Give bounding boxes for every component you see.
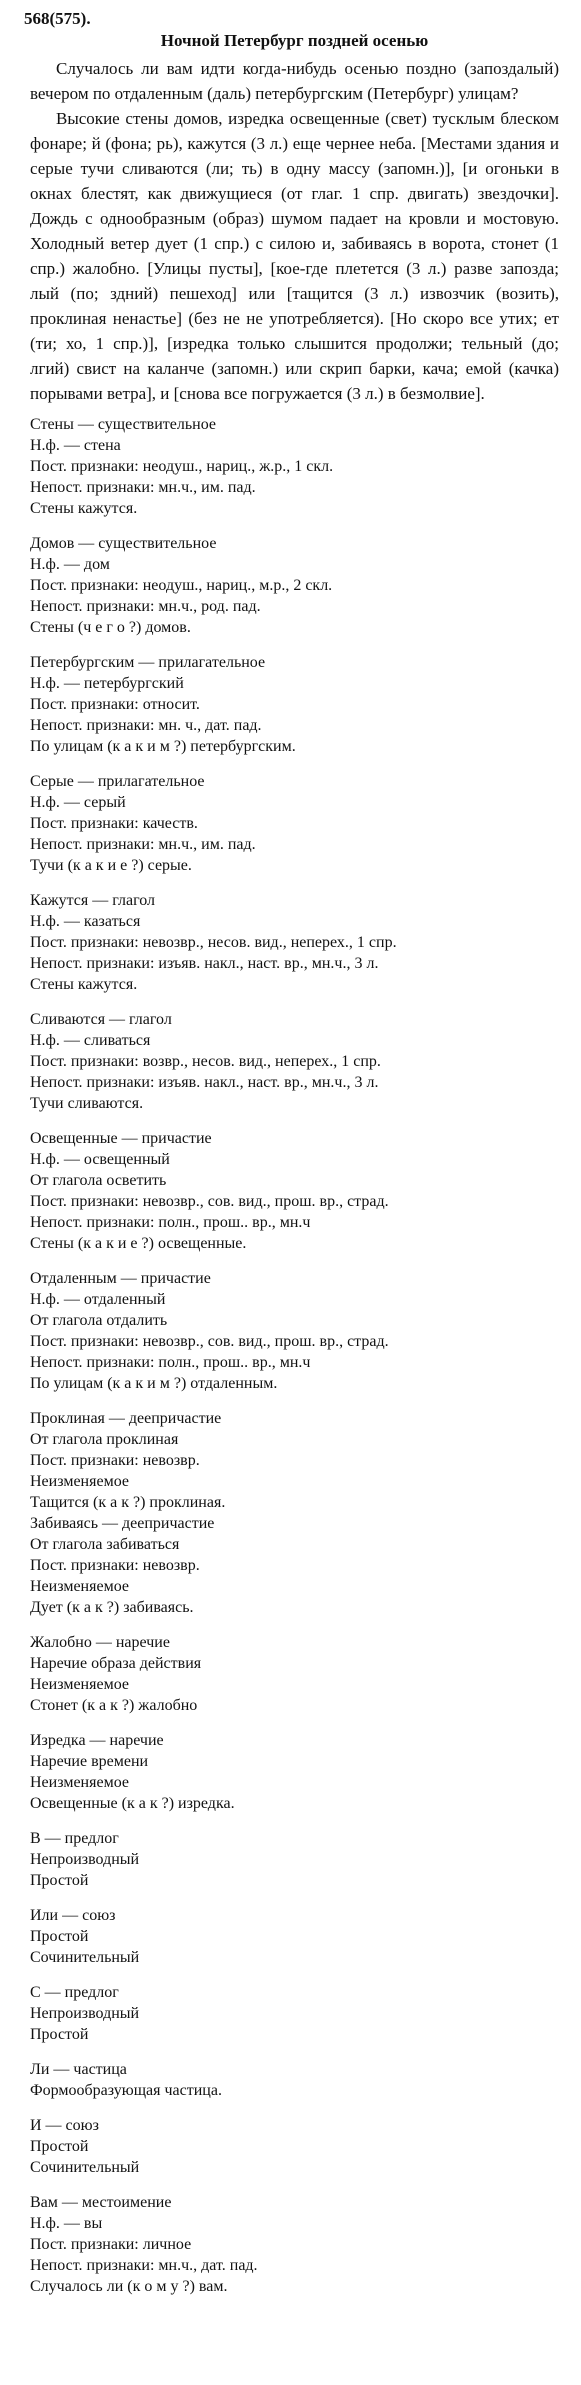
analysis-line: Стонет (к а к ?) жалобно [30,1697,198,1714]
analysis-line: Пост. признаки: невозвр. [30,1452,200,1469]
analysis-line: Неизменяемое [30,1578,129,1595]
analysis-line: С — предлог [30,1984,119,2001]
analysis-block [30,2059,559,2101]
analysis-line: Неизменяемое [30,1774,129,1791]
analysis-line: Жалобно — наречие [30,1634,170,1651]
analysis-line: Неизменяемое [30,1676,129,1693]
analysis-line: Простой [30,1872,89,1889]
analysis-block [30,1128,559,1254]
analysis-line: Сливаются — глагол [30,1011,172,1028]
analysis-line: Непост. признаки: изъяв. накл., наст. вр., мн.ч., 3 л. [30,955,379,972]
analysis-line: Освещенные (к а к ?) изредка. [30,1795,235,1812]
analysis-line: Непост. признаки: мн.ч., им. пад. [30,836,256,853]
analysis-line: Пост. признаки: неодуш., нариц., ж.р., 1 скл. [30,458,334,475]
analysis-line: Формообразующая частица. [30,2082,222,2099]
analysis-line: Стены (ч е г о ?) домов. [30,619,191,636]
analysis-block [30,1905,559,1968]
analysis-line: Проклиная — деепричастие [30,1410,222,1427]
analysis-line: Наречие образа действия [30,1655,202,1672]
analysis-block [30,1730,559,1814]
analysis-line: От глагола забиваться [30,1536,180,1553]
analysis-block [30,414,559,519]
analysis-line: Пост. признаки: невозвр., сов. вид., прош. вр., страд. [30,1333,389,1350]
analysis-line: Непост. признаки: изъяв. накл., наст. вр., мн.ч., 3 л. [30,1074,379,1091]
analysis-block [30,533,559,638]
analysis-line: Вам — местоимение [30,2194,172,2211]
analysis-line: По улицам (к а к и м ?) отдаленным. [30,1375,278,1392]
exercise-number: 568(575). [24,9,91,28]
analysis-line: Тучи сливаются. [30,1095,144,1112]
analysis-line: Пост. признаки: относит. [30,696,200,713]
analysis-line: Случалось ли (к о м у ?) вам. [30,2278,228,2295]
analysis-line: Пост. признаки: невозвр., сов. вид., прош. вр., страд. [30,1193,389,1210]
analysis-line: Простой [30,2026,89,2043]
analysis-line: Изредка — наречие [30,1732,164,1749]
analysis-line: Н.ф. — вы [30,2215,103,2232]
analysis-line: Непост. признаки: мн.ч., им. пад. [30,479,256,496]
analysis-line: Дует (к а к ?) забиваясь. [30,1599,194,1616]
analysis-line: Непроизводный [30,2005,140,2022]
analysis-line: Простой [30,2138,89,2155]
analysis-line: Неизменяемое [30,1473,129,1490]
analysis-line: Ли — частица [30,2061,127,2078]
text-paragraph-1: Случалось ли вам идти когда-нибудь осенью поздно (запоздалый) вечером по отдаленным (даль) петербургским (Петербург) улицам? [30,59,559,103]
analysis-line: В — предлог [30,1830,119,1847]
analysis-line: Стены кажутся. [30,976,138,993]
analysis-line: Освещенные — причастие [30,1130,212,1147]
analysis-line: Непост. признаки: полн., прош.. вр., мн.ч [30,1354,311,1371]
analysis-line: Стены кажутся. [30,500,138,517]
analysis-line: Забиваясь — деепричастие [30,1515,215,1532]
analysis-line: Непост. признаки: полн., прош.. вр., мн.ч [30,1214,311,1231]
analysis-line: Пост. признаки: возвр., несов. вид., неперех., 1 спр. [30,1053,381,1070]
analysis-line: Серые — прилагательное [30,773,205,790]
exercise-title: Ночной Петербург поздней осенью [160,31,429,50]
analysis-block [30,1009,559,1114]
analysis-line: От глагола проклиная [30,1431,179,1448]
analysis-line: Домов — существительное [30,535,217,552]
analysis-block [30,771,559,876]
analysis-line: Сочинительный [30,2159,140,2176]
analysis-line: Пост. признаки: личное [30,2236,192,2253]
text-paragraph-2: Высокие стены домов, изредка освещенные (свет) тусклым блеском фонаре; й (фона; рь), кажутся (3 л.) еще чернее неба. [Местами здания и серые тучи сливаются (ли; ть) в одну массу (запомн.)], [и огоньки в окнах блестят, как движущиеся (от глаг. 1 спр. двигать) звездочки]. Дождь с однообразным (образ) шумом падает на кровли и мостовую. Холодный ветер дует (1 спр.) с силою и, забиваясь в ворота, стонет (1 спр.) жалобно. [Улицы пусты], [кое-где плетется (3 л.) разве запозда; лый (по; здний) пешеход] или [тащится (3 л.) извозчик (возить), проклиная ненастье] (без не не употребляется). [Но скоро все утих; ет (ти; хо, 1 спр.)], [изредка только слышится продолжи; тельный (до; лгий) свист на каланче (запомн.) или скрип барки, кача; емой (качка) порывами ветра], и [снова все погружается (3 л.) в безмолвие]. [30,109,559,403]
analysis-block [30,2115,559,2178]
analysis-line: По улицам (к а к и м ?) петербургским. [30,738,296,755]
analysis-line: Н.ф. — освещенный [30,1151,170,1168]
analysis-line: Н.ф. — казаться [30,913,141,930]
analysis-line: Непроизводный [30,1851,140,1868]
analysis-line: Петербургским — прилагательное [30,654,266,671]
analysis-block [30,652,559,757]
analysis-line: От глагола осветить [30,1172,167,1189]
analysis-line: Отдаленным — причастие [30,1270,211,1287]
analysis-line: Наречие времени [30,1753,149,1770]
analysis-line: Сочинительный [30,1949,140,1966]
analysis-line: Н.ф. — сливаться [30,1032,151,1049]
analysis-line: Н.ф. — серый [30,794,126,811]
analysis-line: От глагола отдалить [30,1312,168,1329]
analysis-block [30,1268,559,1394]
analysis-line: Тащится (к а к ?) проклиная. [30,1494,226,1511]
exercise-text [30,56,559,406]
analysis-line: Кажутся — глагол [30,892,156,909]
analysis-block [30,1982,559,2045]
analysis-line: Или — союз [30,1907,116,1924]
analysis-line: Пост. признаки: неодуш., нариц., м.р., 2 скл. [30,577,333,594]
analysis-line: Стены — существительное [30,416,217,433]
analysis-block [30,1632,559,1716]
analysis-line: Н.ф. — петербургский [30,675,184,692]
analysis-line: Непост. признаки: мн. ч., дат. пад. [30,717,262,734]
analysis-block [30,2192,559,2297]
analysis-line: Н.ф. — отдаленный [30,1291,166,1308]
analysis-block [30,1828,559,1891]
analysis-block [30,890,559,995]
analysis-line: Простой [30,1928,89,1945]
analysis-line: Пост. признаки: невозвр. [30,1557,200,1574]
analysis-line: И — союз [30,2117,99,2134]
analysis-line: Н.ф. — стена [30,437,121,454]
analysis-line: Стены (к а к и е ?) освещенные. [30,1235,247,1252]
analysis-line: Н.ф. — дом [30,556,110,573]
analysis-line: Пост. признаки: невозвр., несов. вид., неперех., 1 спр. [30,934,397,951]
analysis-line: Пост. признаки: качеств. [30,815,198,832]
analysis-line: Непост. признаки: мн.ч., дат. пад. [30,2257,258,2274]
morphological-analysis [30,414,559,2297]
analysis-block [30,1408,559,1618]
analysis-line: Тучи (к а к и е ?) серые. [30,857,192,874]
analysis-line: Непост. признаки: мн.ч., род. пад. [30,598,261,615]
